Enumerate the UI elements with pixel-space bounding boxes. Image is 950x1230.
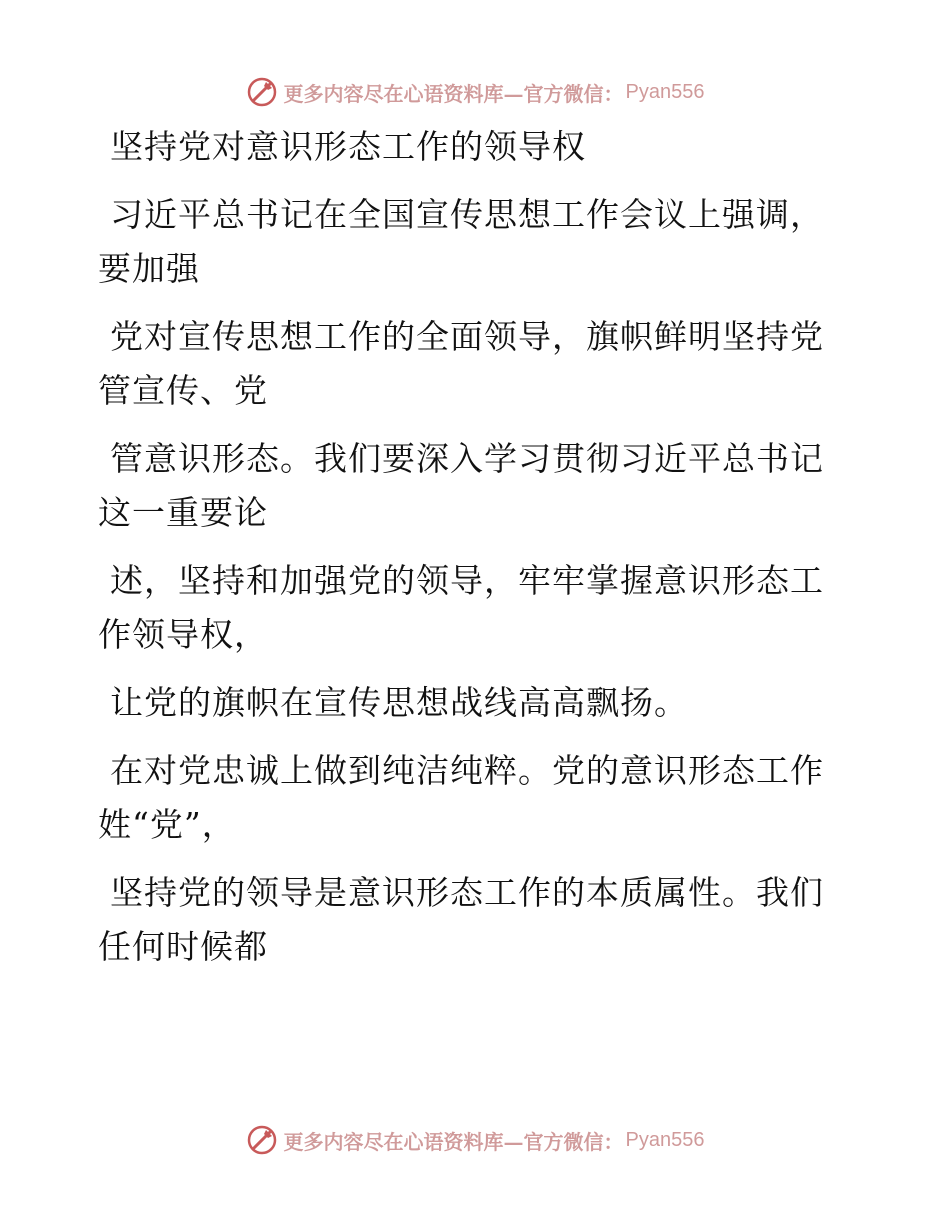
text-line: 坚持党的领导是意识形态工作的本质属性。我们 (110, 873, 824, 912)
watermark-id: Pyan556 (625, 1128, 705, 1151)
text-line: 这一重要论 (98, 493, 268, 532)
text-line: 管宣传、党 (98, 371, 268, 410)
text-line: 任何时候都 (98, 927, 268, 966)
paragraph (98, 744, 838, 852)
header-watermark (0, 72, 950, 112)
text-line: 姓“党”， (98, 805, 236, 844)
watermark-id: Pyan556 (625, 80, 705, 103)
paragraph-title (98, 120, 838, 174)
document-body (98, 120, 838, 988)
watermark-text: 更多内容尽在心语资料库—官方微信： (283, 81, 624, 106)
text-line: 习近平总书记在全国宣传思想工作会议上强调， (110, 195, 824, 234)
text-line: 述，坚持和加强党的领导，牢牢掌握意识形态工 (110, 561, 824, 600)
paragraph (98, 310, 838, 418)
text-line: 作领导权， (98, 615, 268, 654)
text-line: 管意识形态。我们要深入学习贯彻习近平总书记 (110, 439, 824, 478)
paragraph (98, 554, 838, 662)
text-line: 让党的旗帜在宣传思想战线高高飘扬。 (110, 683, 688, 722)
text-line: 要加强 (98, 249, 200, 288)
text-line: 坚持党对意识形态工作的领导权 (110, 127, 586, 166)
footer-watermark (0, 1120, 950, 1160)
pen-logo-icon (246, 76, 278, 108)
paragraph (98, 676, 838, 730)
text-line: 在对党忠诚上做到纯洁纯粹。党的意识形态工作 (110, 751, 824, 790)
watermark-text: 更多内容尽在心语资料库—官方微信： (283, 1129, 624, 1154)
text-line: 党对宣传思想工作的全面领导，旗帜鲜明坚持党 (110, 317, 824, 356)
pen-logo-icon (246, 1124, 278, 1156)
paragraph (98, 866, 838, 974)
paragraph (98, 432, 838, 540)
paragraph (98, 188, 838, 296)
